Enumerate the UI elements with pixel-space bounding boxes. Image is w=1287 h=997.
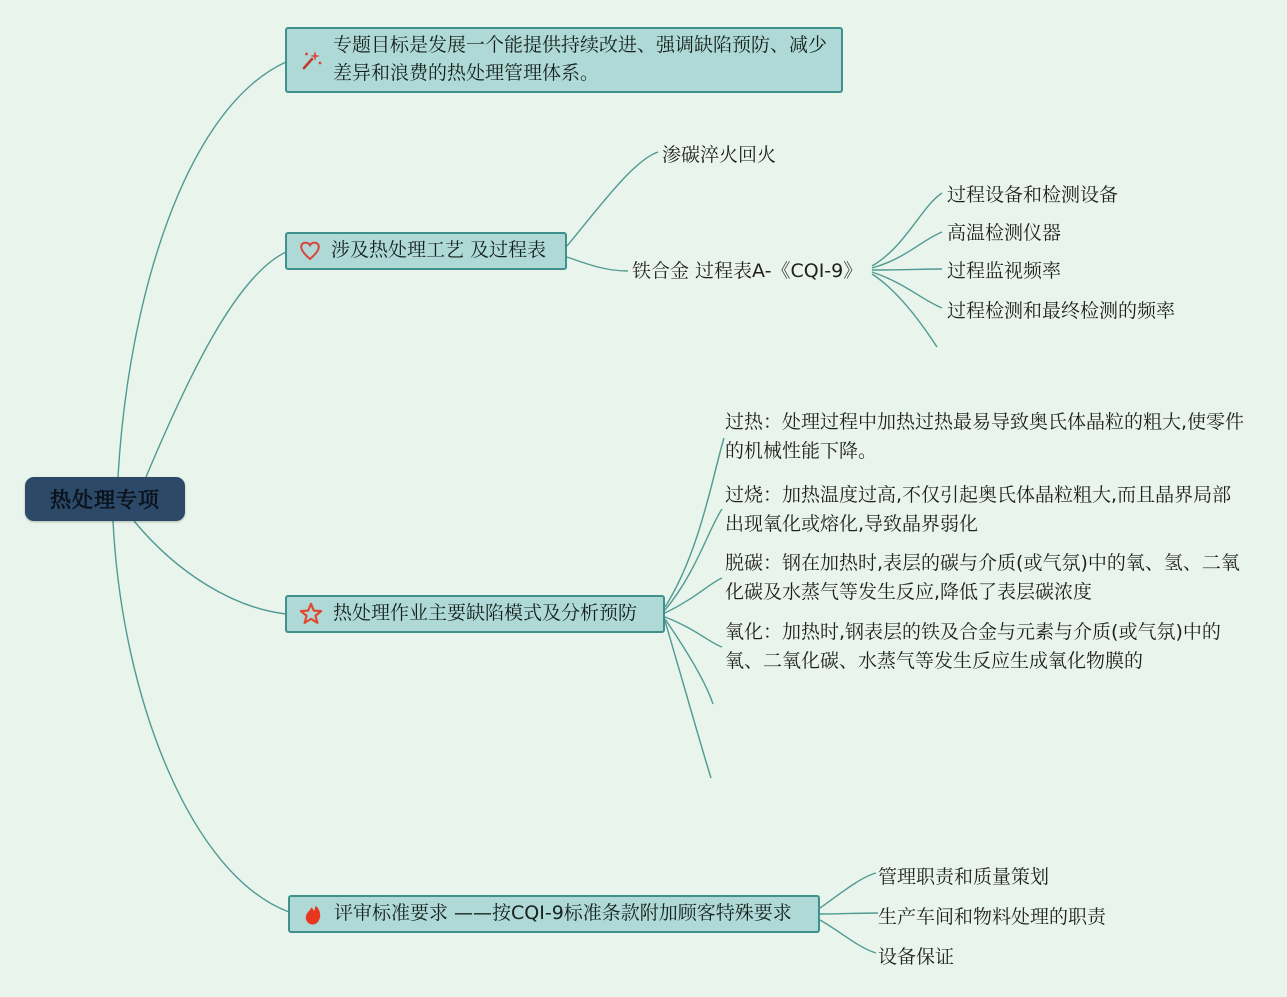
node-defect-overburning[interactable]: 过烧：加热温度过高,不仅引起奥氏体晶粒粗大,而且晶界局部出现氧化或熔化,导致晶界弱化 (725, 484, 1232, 535)
connector-alloy-tail (872, 274, 937, 347)
branch-process-label: 涉及热处理工艺 及过程表 (331, 239, 547, 262)
root-label: 热处理专项 (50, 488, 160, 512)
flame-icon (301, 902, 325, 926)
branch-process[interactable] (285, 232, 567, 270)
branch-review[interactable] (288, 895, 820, 933)
connector-review-equip (820, 920, 876, 953)
node-equipment-assurance[interactable]: 设备保证 (878, 946, 955, 968)
node-management-responsibility[interactable]: 管理职责和质量策划 (878, 866, 1050, 888)
connector-review-floor (820, 913, 878, 914)
node-defect-oxidation[interactable]: 氧化：加热时,钢表层的铁及合金与元素与介质(或气氛)中的氧、二氧化碳、水蒸气等发生反应生成氧化物膜的 (725, 621, 1221, 672)
connector-root-process (146, 252, 286, 477)
star-icon (298, 601, 324, 627)
connector-root-review (113, 521, 289, 912)
node-defect-overheating[interactable]: 过热：处理过程中加热过热最易导致奥氏体晶粒的粗大,使零件的机械性能下降。 (725, 411, 1245, 462)
connector-alloy-final (872, 272, 942, 308)
connector-root-defect (134, 521, 286, 614)
connector-review-mgmt (820, 873, 876, 908)
node-inspection-frequency[interactable]: 过程检测和最终检测的频率 (947, 300, 1176, 322)
connector-defect-tail-1 (665, 619, 713, 704)
root-node[interactable] (25, 477, 185, 521)
connector-process-alloy (567, 257, 628, 271)
node-pyrometry-instrument[interactable]: 高温检测仪器 (947, 222, 1062, 244)
connector-alloy-equip (872, 193, 942, 266)
connector-defect-overburn (665, 509, 722, 610)
node-ferroalloy-table-a[interactable]: 铁合金 过程表A-《CQI-9》 (632, 260, 863, 282)
heart-icon (298, 239, 322, 263)
node-defect-decarburization[interactable]: 脱碳：钢在加热时,表层的碳与介质(或气氛)中的氧、氢、二氧化碳及水蒸气等发生反应,降低了表层碳浓度 (725, 552, 1240, 603)
branch-defect-label: 热处理作业主要缺陷模式及分析预防 (333, 602, 638, 625)
connector-alloy-freq (872, 269, 942, 270)
branch-goal-label: 专题目标是发展一个能提供持续改进、强调缺陷预防、减少差异和浪费的热处理管理体系。 (333, 34, 828, 84)
node-shopfloor-material-responsibility[interactable]: 生产车间和物料处理的职责 (878, 906, 1107, 928)
branch-defect[interactable] (285, 595, 665, 633)
node-carburize-quench-temper[interactable]: 渗碳淬火回火 (662, 144, 777, 166)
branch-review-label: 评审标准要求 ——按CQI-9标准条款附加顾客特殊要求 (334, 902, 792, 925)
sparkle-wand-icon (298, 47, 324, 73)
node-process-monitor-frequency[interactable]: 过程监视频率 (947, 260, 1062, 282)
branch-goal[interactable] (285, 27, 843, 93)
connector-defect-tail-2 (665, 621, 711, 778)
connector-process-carburize (567, 152, 658, 246)
connector-alloy-pyro (872, 232, 942, 268)
connector-defect-decarb (665, 578, 722, 613)
node-process-equipment[interactable]: 过程设备和检测设备 (947, 184, 1119, 206)
